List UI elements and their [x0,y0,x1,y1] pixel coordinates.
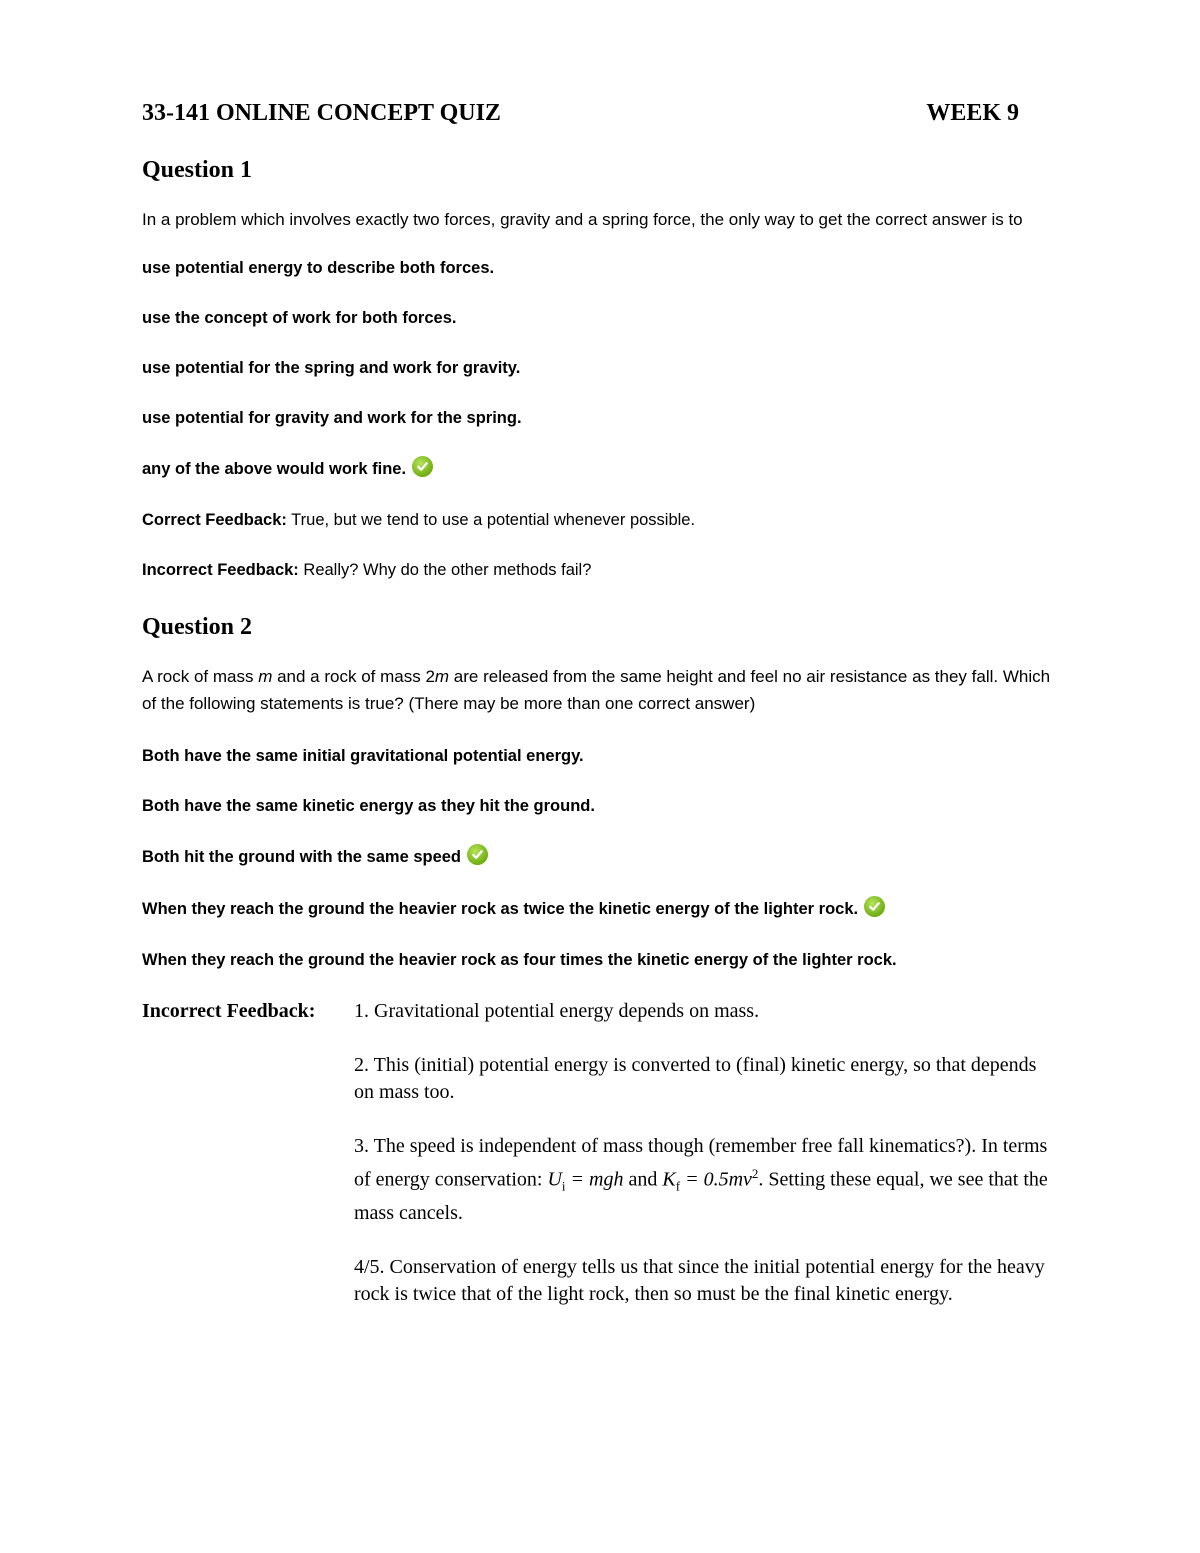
q1-option-5-text: any of the above would work fine. [142,460,407,478]
equation-kinetic: = 0.5mv [680,1168,752,1191]
week-label: WEEK 9 [926,100,1019,126]
question-1-heading: Question 1 [142,157,253,183]
q2-feedback-label: Incorrect Feedback: [142,1000,316,1022]
superscript-2: 2 [751,1166,759,1181]
q2-option-4-text: When they reach the ground the heavier rock as twice the kinetic energy of the lighter rock. [142,900,859,918]
q1-option-3: use potential for the spring and work for gravity. [142,359,521,377]
correct-check-icon [412,456,433,477]
question-1-prompt: In a problem which involves exactly two forces, gravity and a spring force, the only way to get the correct answer is to [142,210,1023,229]
q2-option-2: Both have the same kinetic energy as they hit the ground. [142,797,595,815]
prompt-text-c: are released from the same height and feel no air resistance as they fall. Which of the following statements is true? (There may be more than one correct answer) [142,667,1051,713]
prompt-text-a: A rock of mass [142,667,259,686]
q2-incorrect-feedback [142,998,1062,1308]
symbol-U: U [547,1168,562,1191]
symbol-K: K [662,1168,676,1191]
subscript-f: f [675,1178,681,1194]
feedback-item-2: 2. This (initial) potential energy is converted to (final) kinetic energy, so that depends on mass too. [354,1054,1037,1103]
q2-option-4 [142,899,1062,920]
document-page [142,100,1062,1335]
q1-incorrect-feedback [142,561,1062,580]
question-2 [142,614,1062,1308]
q2-option-5: When they reach the ground the heavier rock as four times the kinetic energy of the lighter rock. [142,951,897,969]
question-1 [142,157,1062,580]
feedback-item-3 [354,1133,1049,1227]
page-header [142,100,1019,127]
feedback-item-1: 1. Gravitational potential energy depends on mass. [354,1000,760,1022]
incorrect-feedback-label: Incorrect Feedback: [142,561,299,579]
feedback-3-text: 3. The speed is independent of mass though (remember free fall kinematics?). In terms of energy conservation: [354,1135,1048,1191]
q1-correct-feedback [142,511,1062,530]
equation-potential: = mgh [565,1168,624,1191]
feedback-3-conclusion: . Setting these equal, we see that the mass cancels. [354,1168,1048,1224]
correct-feedback-text: True, but we tend to use a potential whenever possible. [286,511,696,529]
feedback-item-4: 4/5. Conservation of energy tells us that since the initial potential energy for the heavy rock is twice that of the light rock, then so must be the final kinetic energy. [354,1255,1045,1305]
subscript-i: i [561,1178,566,1194]
question-2-prompt [142,663,1054,717]
prompt-text-b: and a rock of mass 2 [272,667,435,686]
mass-variable: m [434,667,450,686]
correct-check-icon [864,896,885,917]
incorrect-feedback-text: Really? Why do the other methods fail? [298,561,592,579]
conjunction: and [623,1168,663,1191]
quiz-title: 33-141 ONLINE CONCEPT QUIZ [142,100,501,126]
q1-option-5 [142,459,1062,480]
q2-option-3 [142,847,1062,868]
q1-option-1: use potential energy to describe both forces. [142,259,495,277]
question-2-heading: Question 2 [142,614,253,640]
mass-variable: m [258,667,273,686]
q2-option-3-text: Both hit the ground with the same speed [142,848,462,866]
q1-option-4: use potential for gravity and work for the spring. [142,409,522,427]
q2-option-1: Both have the same initial gravitational potential energy. [142,747,584,765]
q1-option-2: use the concept of work for both forces. [142,309,457,327]
correct-check-icon [467,844,488,865]
correct-feedback-label: Correct Feedback: [142,511,287,529]
